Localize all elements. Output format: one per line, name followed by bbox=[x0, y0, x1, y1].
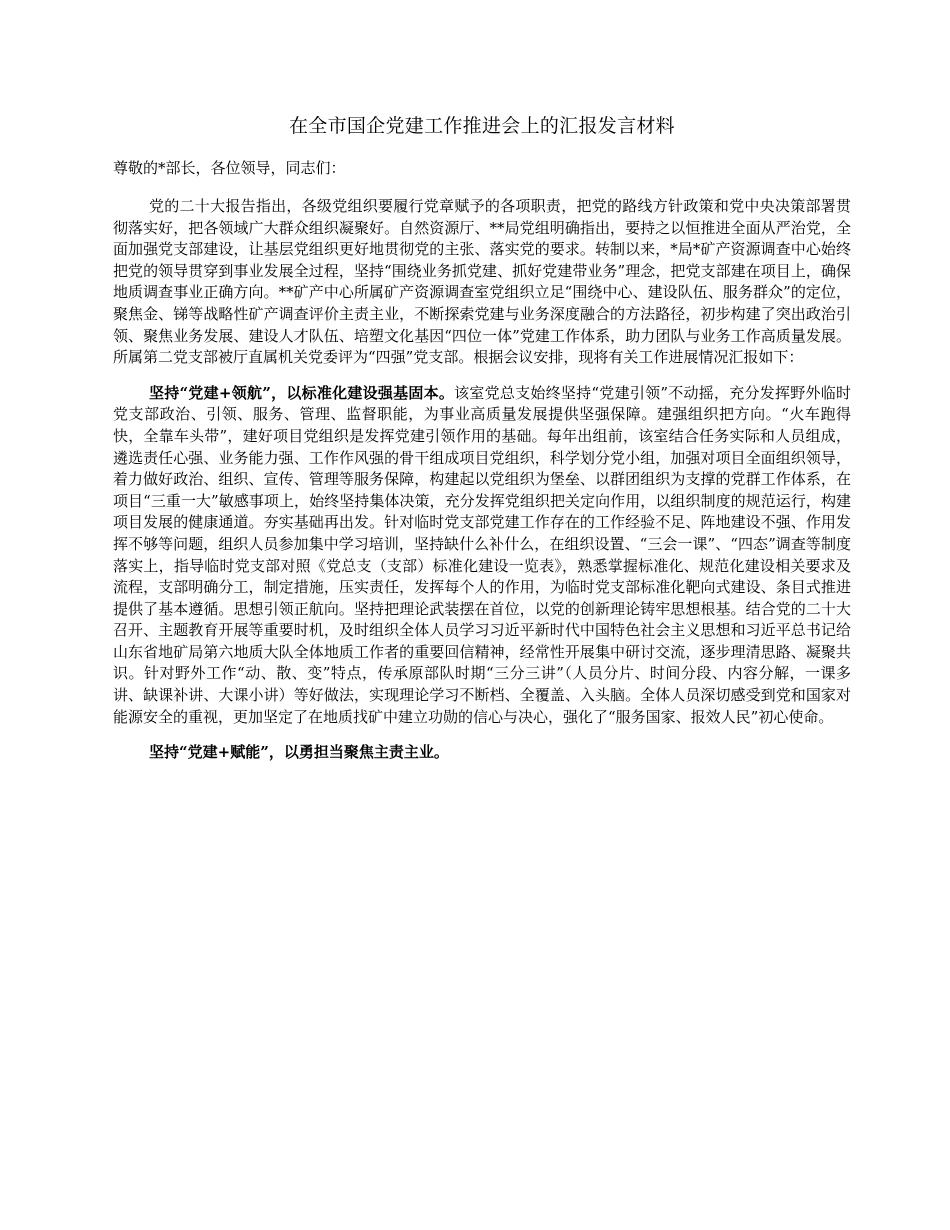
paragraph-party-empowering-heading: 坚持“党建+赋能”，以勇担当聚焦主责主业。 bbox=[149, 743, 449, 762]
document-title: 在全市国企党建工作推进会上的汇报发言材料 bbox=[288, 115, 675, 137]
paragraph-party-leading-body: 该室党总支始终坚持“党建引领”不动摇，充分发挥野外临时党支部政治、引领、服务、管理、监督职能，为事业高质量发展提供坚强保障。建强组织把方向。“火车跑得快，全靠车头带”，建好项目党组织是发挥党建引领作用的基础。每年出组前，该室结合任务实际和人员组成，遴选责任心强、业务能力强、工作作风强的骨干组成项目党组织，科学划分党小组，加强对项目全面组织领导，着力做好政治、组织、宣传、管理等服务保障，构建起以党组织为堡垒、以群团组织为支撑的党群工作体系，在项目“三重一大”敏感事项上，始终坚持集体决策，充分发挥党组织把关定向作用，以组织制度的规范运行，构建项目发展的健康通道。夯实基础再出发。针对临时党支部党建工作存在的工作经验不足、阵地建设不强、作用发挥不够等问题，组织人员参加集中学习培训，坚持缺什么补什么，在组织设置、“三会一课”、“四态”调查等制度落实上，指导临时党支部对照《党总支（支部）标准化建设一览表》，熟悉掌握标准化、规范化建设相关要求及流程，支部明确分工，制定措施，压实责任，发挥每个人的作用，为临时党支部标准化靶向式建设、条目式推进提供了基本遵循。思想引领正航向。坚持把理论武装摆在首位，以党的创新理论铸牢思想根基。结合党的二十大召开、主题教育开展等重要时机，及时组织全体人员学习习近平新时代中国特色社会主义思想和习近平总书记给山东省地矿局第六地质大队全体地质工作者的重要回信精神，经常性开展集中研讨交流，逐步理清思路、凝聚共识。针对野外工作“动、散、变”特点，传承原部队时期“三分三讲”（人员分片、时间分段、内容分解，一课多讲、缺课补讲、大课小讲）等好做法，实现理论学习不断档、全覆盖、入头脑。全体人员深切感受到党和国家对能源安全的重视，更加坚定了在地质找矿中建立功勋的信心与决心，强化了“服务国家、报效人民”初心使命。 bbox=[113, 383, 852, 726]
paragraph-party-leading-heading: 坚持“党建+领航”，以标准化建设强基固本。 bbox=[149, 383, 455, 402]
paragraph-party-empowering bbox=[113, 742, 851, 764]
paragraph-intro bbox=[113, 196, 851, 369]
document-page bbox=[113, 112, 851, 764]
paragraph-party-leading bbox=[113, 383, 851, 729]
salutation: 尊敬的*部长，各位领导，同志们： bbox=[113, 159, 346, 177]
paragraph-intro-body: 党的二十大报告指出，各级党组织要履行党章赋予的各项职责，把党的路线方针政策和党中央决策部署贯彻落实好，把各领域广大群众组织凝聚好。自然资源厅、**局党组明确指出，要持之以恒推进全面从严治党，全面加强党支部建设，让基层党组织更好地贯彻党的主张、落实党的要求。转制以来，*局*矿产资源调查中心始终把党的领导贯穿到事业发展全过程，坚持“围绕业务抓党建、抓好党建带业务”理念，把党支部建在项目上，确保地质调查事业正确方向。**矿产中心所属矿产资源调查室党组织立足“围绕中心、建设队伍、服务群众”的定位，聚焦金、锑等战略性矿产调查评价主责主业，不断探索党建与业务深度融合的方法路径，初步构建了突出政治引领、聚焦业务发展、建设人才队伍、培塑文化基因“四位一体”党建工作体系，助力团队与业务工作高质量发展。所属第二党支部被厅直属机关党委评为“四强”党支部。根据会议安排，现将有关工作进展情况汇报如下： bbox=[113, 197, 851, 367]
